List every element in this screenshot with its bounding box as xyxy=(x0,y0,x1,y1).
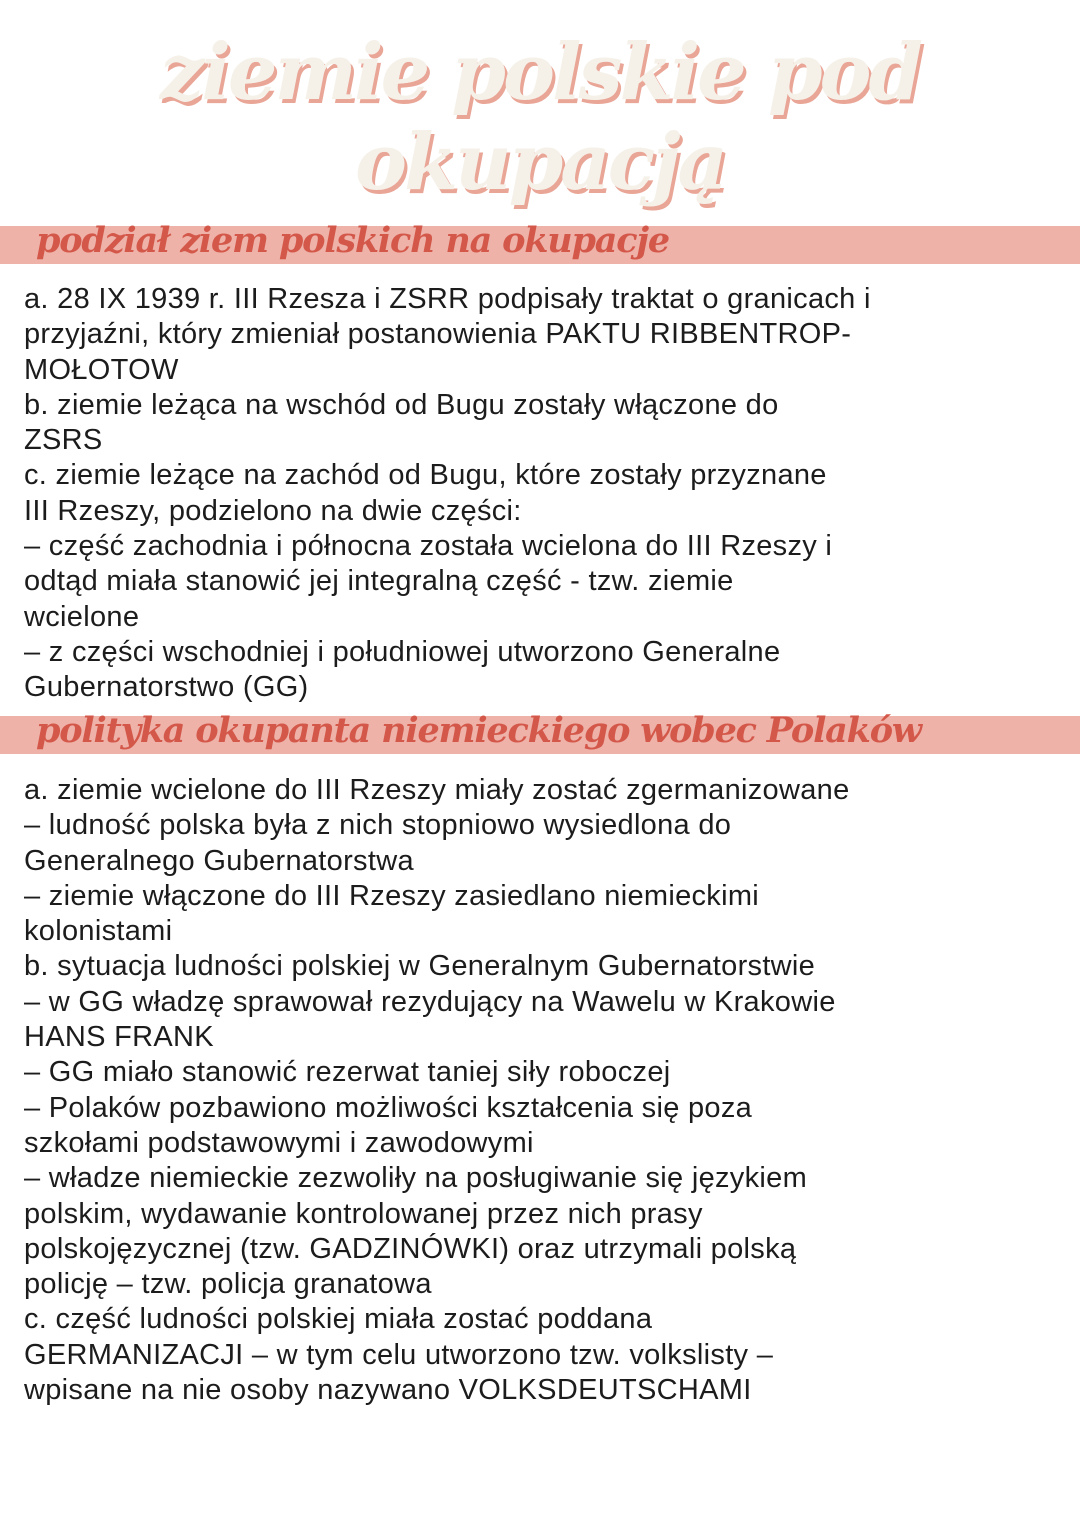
text-line: HANS FRANK xyxy=(24,1021,214,1054)
text-line: ZSRS xyxy=(24,424,103,457)
text-line: GERMANIZACJI – w tym celu utworzono tzw. volkslisty – xyxy=(24,1338,774,1371)
text-line: a. 28 IX 1939 r. III Rzesza i ZSRR podpisały traktat o granicach i xyxy=(24,283,871,315)
section-heading: podział ziem polskich na okupacje xyxy=(36,220,669,261)
text-line: Gubernatorstwo (GG) xyxy=(24,671,309,704)
text-line: odtąd miała stanowić jej integralną część - tzw. ziemie xyxy=(24,565,734,598)
text-line: c. ziemie leżące na zachód od Bugu, które zostały przyznane xyxy=(24,459,827,492)
section-body-german-policy xyxy=(24,773,850,1408)
text-line: – GG miało stanowić rezerwat taniej siły roboczej xyxy=(24,1056,671,1089)
text-line: b. ziemie leżąca na wschód od Bugu zostały włączone do xyxy=(24,388,779,421)
section-body-occupation-division xyxy=(24,282,871,706)
section-heading-band xyxy=(0,710,1080,754)
page-title-line-2: okupacją xyxy=(354,117,726,208)
text-line: kolonistami xyxy=(24,915,173,948)
text-line: c. część ludności polskiej miała zostać poddana xyxy=(24,1303,653,1336)
section-heading: polityka okupanta niemieckiego wobec Polaków xyxy=(36,710,921,751)
text-line: – z części wschodniej i południowej utworzono Generalne xyxy=(24,635,781,668)
text-line: szkołami podstawowymi i zawodowymi xyxy=(24,1126,534,1159)
text-line: – część zachodnia i północna została wcielona do III Rzeszy i xyxy=(24,530,833,563)
text-line: – władze niemieckie zezwoliły na posługiwanie się językiem xyxy=(24,1162,808,1195)
text-line: polskojęzycznej (tzw. GADZINÓWKI) oraz utrzymali polską xyxy=(24,1232,797,1265)
text-line: – ziemie włączone do III Rzeszy zasiedlano niemieckimi xyxy=(24,879,760,912)
text-line: wpisane na nie osoby nazywano VOLKSDEUTSCHAMI xyxy=(24,1374,752,1407)
text-line: III Rzeszy, podzielono na dwie części: xyxy=(24,494,522,527)
text-line: policję – tzw. policja granatowa xyxy=(24,1268,432,1301)
text-line: b. sytuacja ludności polskiej w Generalnym Gubernatorstwie xyxy=(24,950,816,983)
section-heading-band xyxy=(0,220,1080,264)
text-line: wcielone xyxy=(24,600,140,633)
text-line: przyjaźni, który zmieniał postanowienia PAKTU RIBBENTROP- xyxy=(24,318,852,351)
text-line: – Polaków pozbawiono możliwości kształcenia się poza xyxy=(24,1091,753,1124)
text-line: polskim, wydawanie kontrolowanej przez nich prasy xyxy=(24,1197,703,1230)
text-line: – w GG władzę sprawował rezydujący na Wawelu w Krakowie xyxy=(24,985,836,1018)
text-line: a. ziemie wcielone do III Rzeszy miały zostać zgermanizowane xyxy=(24,774,850,806)
text-line: Generalnego Gubernatorstwa xyxy=(24,844,414,877)
text-line: MOŁOTOW xyxy=(24,353,179,386)
page-title-line-1: ziemie polskie pod xyxy=(159,27,921,118)
text-line: – ludność polska była z nich stopniowo wysiedlona do xyxy=(24,809,732,842)
